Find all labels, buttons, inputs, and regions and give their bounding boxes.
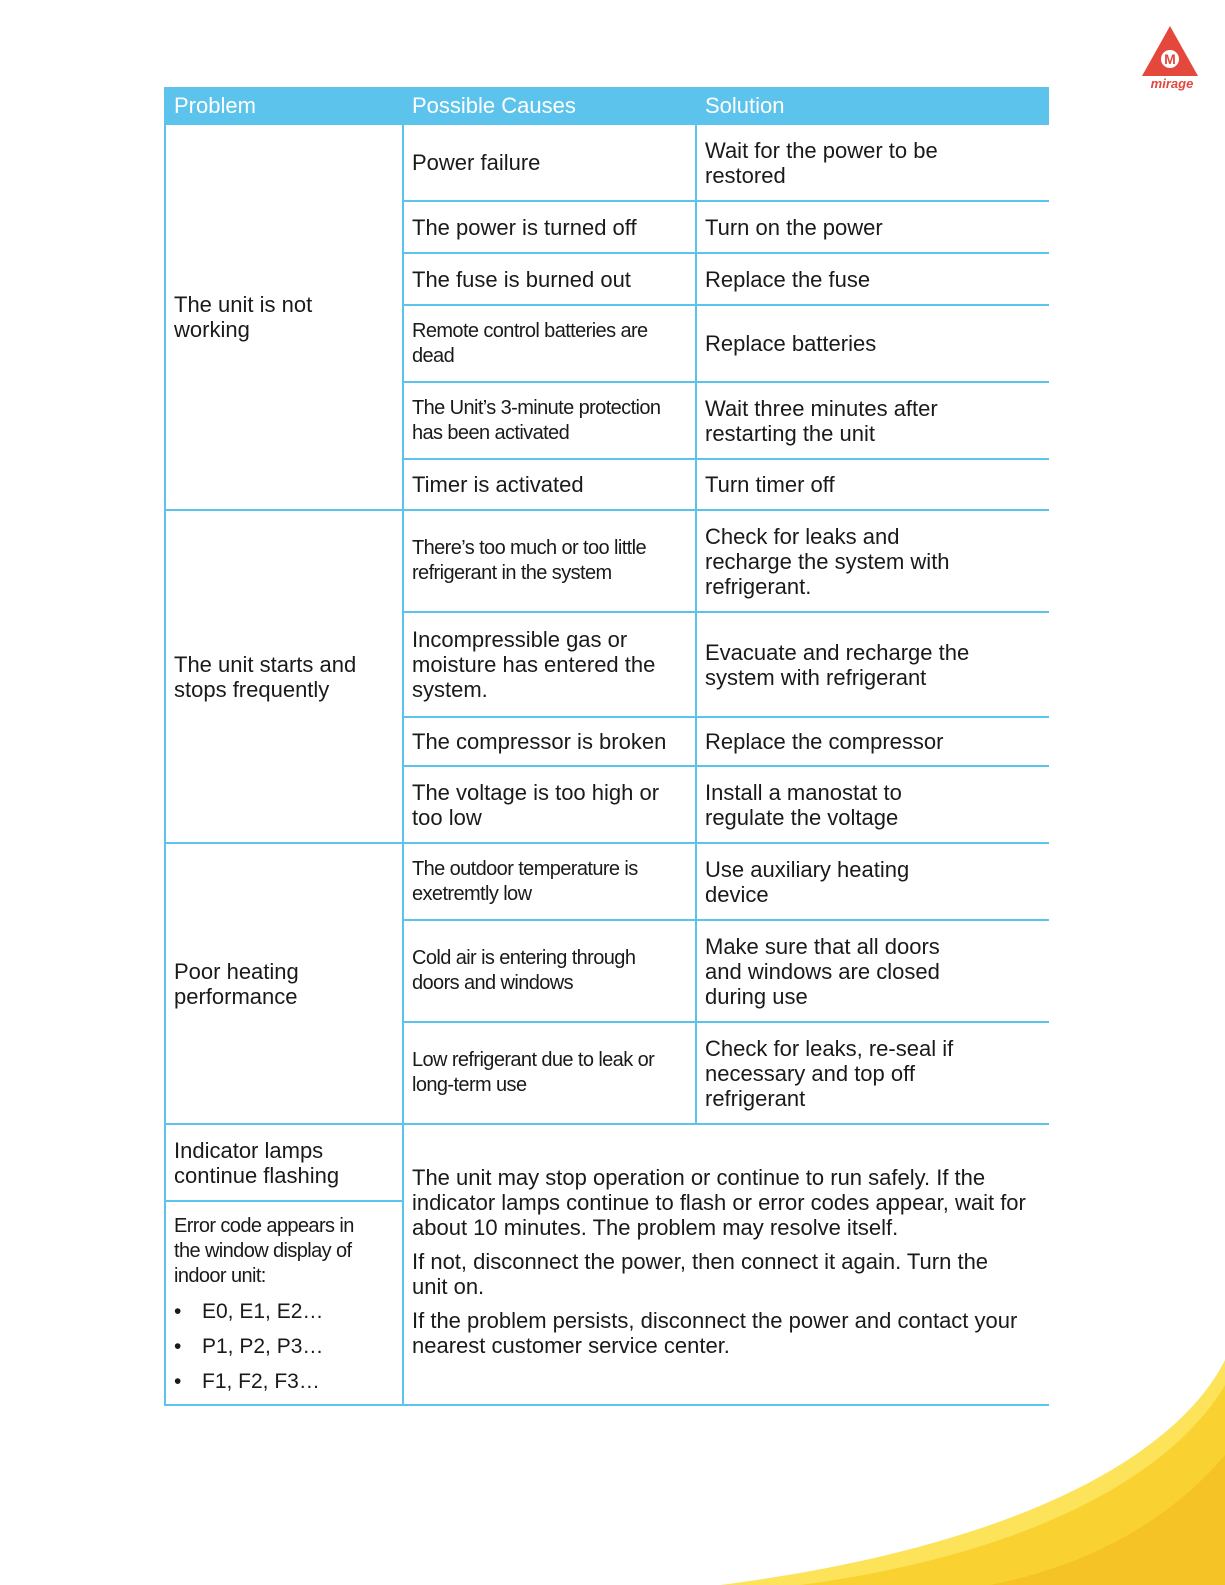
cause-cell: Remote control batteries are dead (404, 306, 695, 381)
solution-cell: Evacuate and recharge the system with refrigerant (697, 613, 1049, 716)
cause-cell: Power failure (404, 125, 695, 200)
cause-cell: The voltage is too high or too low (404, 767, 695, 842)
solution-cell: Replace the compressor (697, 718, 1049, 765)
svg-text:mirage: mirage (1150, 76, 1194, 91)
cause-cell: The fuse is burned out (404, 254, 695, 304)
solution-paragraph: If the problem persists, disconnect the power and contact your nearest customer service center. (412, 1308, 1018, 1358)
solution-cell: Turn on the power (697, 202, 1049, 252)
brand-logo (1138, 24, 1202, 94)
cause-cell: Incompressible gas or moisture has entered the system. (404, 613, 695, 716)
header-solution: Solution (697, 89, 1049, 123)
cause-cell: Timer is activated (404, 460, 695, 509)
list-item: • P1, P2, P3… (174, 1335, 324, 1358)
solution-cell: Check for leaks and recharge the system with refrigerant. (697, 511, 1049, 611)
solution-cell: Replace the fuse (697, 254, 1049, 304)
header-problem: Problem (166, 89, 402, 123)
solution-cell: Install a manostat to regulate the voltage (697, 767, 1049, 842)
solution-cell: Use auxiliary heating device (697, 844, 1049, 919)
svg-text:M: M (1164, 51, 1176, 67)
problem-starts-stops: The unit starts and stops frequently (166, 511, 402, 842)
troubleshooting-table (164, 87, 1049, 1406)
list-item: • E0, E1, E2… (174, 1300, 324, 1323)
list-item: • F1, F2, F3… (174, 1370, 320, 1393)
solution-paragraph: The unit may stop operation or continue to run safely. If the indicator lamps continue to flash or error codes appear, wait for about 10 minutes. The problem may resolve itself. (412, 1165, 1026, 1240)
cause-cell: The Unit’s 3-minute protection has been activated (404, 383, 695, 458)
solution-cell: Replace batteries (697, 306, 1049, 381)
problem-indicator-lamps: Indicator lamps continue flashing (166, 1125, 402, 1200)
solution-cell: Check for leaks, re-seal if necessary and top off refrigerant (697, 1023, 1049, 1123)
header-possible-causes: Possible Causes (404, 89, 695, 123)
cause-cell: There’s too much or too little refrigerant in the system (404, 511, 695, 611)
problem-not-working: The unit is not working (166, 125, 402, 509)
problem-error-code: Error code appears in the window display of indoor unit: • E0, E1, E2… • P1, P2, P3… • F1, F2, F3… (166, 1202, 402, 1404)
cause-cell: The power is turned off (404, 202, 695, 252)
cause-cell: Cold air is entering through doors and windows (404, 921, 695, 1021)
cause-cell: The outdoor temperature is exetremtly low (404, 844, 695, 919)
solution-paragraph: If not, disconnect the power, then connect it again. Turn the unit on. (412, 1249, 989, 1299)
cause-cell: Low refrigerant due to leak or long-term use (404, 1023, 695, 1123)
combined-solution (404, 1125, 1049, 1404)
solution-cell: Wait three minutes after restarting the unit (697, 383, 1049, 458)
solution-cell: Wait for the power to be restored (697, 125, 1049, 200)
problem-poor-heating: Poor heating performance (166, 844, 402, 1123)
solution-cell: Turn timer off (697, 460, 1049, 509)
solution-cell: Make sure that all doors and windows are closed during use (697, 921, 1049, 1021)
error-code-list (174, 1299, 394, 1404)
cause-cell: The compressor is broken (404, 718, 695, 765)
